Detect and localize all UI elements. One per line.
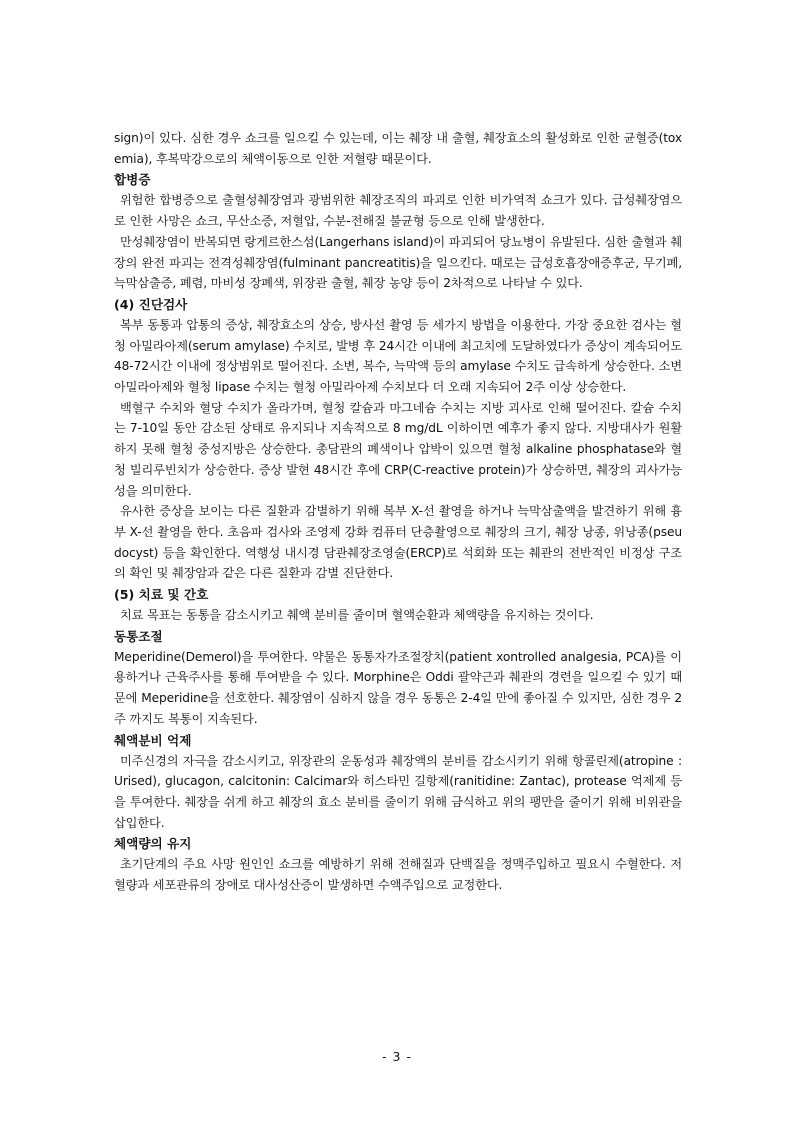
paragraph-intro: sign)이 있다. 심한 경우 쇼크를 일으킬 수 있는데, 이는 췌장 내 출혈, 췌장효소의 활성화로 인한 균혈증(toxemia), 후복막강으로의 체액이동으로 인한 저혈량 때문이다. — [114, 131, 682, 166]
heading-fluid-maintenance: 체액량의 유지 — [114, 836, 192, 852]
paragraph-pain-control: Meperidine(Demerol)을 투여한다. 약물은 동통자가조절장치(patient xontrolled analgesia, PCA)를 이용하거나 근육주사를 통해 투여받을 수 있다. Morphine은 Oddi 괄약근과 췌관의 경련을 일으킬 수 있기 때문에 Meperidine을 선호한다. 췌장염이 심하지 않을 경우 동통은 2-4일 만에 좋아질 수 있지만, 심한 경우 2주 까지도 복통이 지속된다. — [114, 649, 682, 726]
heading-treatment: (5) 치료 및 간호 — [114, 587, 209, 603]
page-number: - 3 - — [382, 1049, 412, 1064]
heading-pain-control: 동통조절 — [114, 628, 163, 644]
paragraph-diagnosis-2: 백혈구 수치와 혈당 수치가 올라가며, 혈청 칼슘과 마그네슘 수치는 지방 괴사로 인해 떨어진다. 칼슘 수치는 7-10일 동안 감소된 상태로 유지되나 지속적으로 8 mg/dL 이하이면 예후가 좋지 않다. 지방대사가 원활하지 못해 혈청 중성지방은 상승한다. 총담관의 폐색이나 압박이 있으면 혈청 alkaline phosphatase와 혈청 빌리루빈치가 상승한다. 증상 발현 48시간 후에 CRP(C-reactive protein)가 상승하면, 췌장의 괴사가능성을 의미한다. — [114, 400, 682, 498]
paragraph-complications-1: 위험한 합병증으로 출혈성췌장염과 광범위한 췌장조직의 파괴로 인한 비가역적 쇼크가 있다. 급성췌장염으로 인한 사망은 쇼크, 무산소증, 저혈압, 수분-전해질 불균형 등으로 인해 발생한다. — [114, 193, 682, 229]
paragraph-treatment: 치료 목표는 동통을 감소시키고 췌액 분비를 줄이며 혈액순환과 체액량을 유지하는 것이다. — [120, 608, 594, 623]
heading-secretion-inhibition: 췌액분비 억제 — [114, 732, 192, 748]
paragraph-diagnosis-3: 유사한 증상을 보이는 다른 질환과 감별하기 위해 복부 X-선 촬영을 하거나 늑막삼출액을 발견하기 위해 흉부 X-선 촬영을 한다. 초음파 검사와 조영제 강화 컴퓨터 단층촬영으로 췌장의 크기, 췌장 낭종, 위낭종(pseudocyst) 등을 확인한다. 역행성 내시경 담관췌장조영술(ERCP)로 석회화 또는 췌관의 전반적인 비정상 구조의 확인 및 췌장암과 같은 다른 질환과 감별 진단한다. — [114, 504, 682, 581]
heading-complications: 합병증 — [114, 172, 151, 188]
document-body — [114, 128, 682, 896]
paragraph-secretion-inhibition: 미주신경의 자극을 감소시키고, 위장관의 운동성과 췌장액의 분비를 감소시키기 위해 항콜린제(atropine :Urised), glucagon, calcitonin: Calcimar와 히스타민 길항제(ranitidine: Zantac), protease 억제제 등을 투여한다. 췌장을 쉬게 하고 췌장의 효소 분비를 줄이기 위해 금식하고 위의 팽만을 줄이기 위해 비위관을 삽입한다. — [114, 753, 682, 830]
paragraph-diagnosis-1: 복부 동통과 압통의 증상, 췌장효소의 상승, 방사선 촬영 등 세가지 방법을 이용한다. 가장 중요한 검사는 혈청 아밀라아제(serum amylase) 수치로, 발병 후 24시간 이내에 최고치에 도달하였다가 증상이 계속되어도 48-72시간 이내에 정상범위로 떨어진다. 소변, 복수, 늑막액 등의 amylase 수치도 급속하게 상승한다. 소변 아밀라아제와 혈청 lipase 수치는 혈청 아밀라아제 수치보다 더 오래 지속되어 2주 이상 상승한다. — [114, 317, 682, 395]
paragraph-complications-2: 만성췌장염이 반복되면 랑게르한스섬(Langerhans island)이 파괴되어 당뇨병이 유발된다. 심한 출혈과 췌장의 완전 파괴는 전격성췌장염(fulminant pancreatitis)을 일으킨다. 때로는 급성호흡장애증후군, 무기폐, 늑막삼출증, 폐렴, 마비성 장폐색, 위장관 출혈, 췌장 농양 등이 2차적으로 나타날 수 있다. — [114, 234, 682, 291]
heading-diagnosis: (4) 진단검사 — [114, 296, 188, 312]
paragraph-fluid-maintenance: 초기단계의 주요 사망 원인인 쇼크를 예방하기 위해 전해질과 단백질을 정맥주입하고 필요시 수혈한다. 저혈량과 세포관류의 장애로 대사성산증이 발생하면 수액주입으로 교정한다. — [114, 857, 682, 893]
